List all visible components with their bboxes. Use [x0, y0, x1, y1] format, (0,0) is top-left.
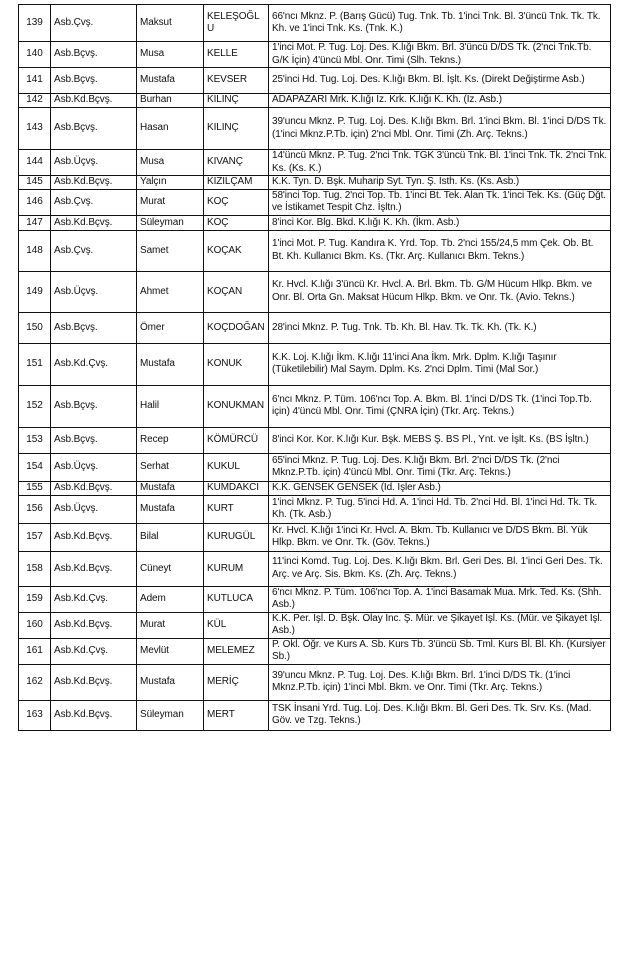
row-number: 151	[19, 343, 51, 385]
rank-cell: Asb.Bçvş.	[51, 42, 137, 68]
last-name-cell: MERT	[204, 700, 269, 730]
last-name-cell: KOÇ	[204, 215, 269, 230]
rank-cell: Asb.Çvş.	[51, 5, 137, 42]
first-name-cell: Burhan	[137, 94, 204, 108]
row-number: 155	[19, 481, 51, 495]
last-name-cell: KOÇAK	[204, 230, 269, 271]
table-row	[19, 150, 611, 176]
rank-cell: Asb.Çvş.	[51, 190, 137, 216]
last-name-cell: KÖMÜRCÜ	[204, 427, 269, 453]
assignment-cell: ADAPAZARI Mrk. K.lığı İz. Krk. K.lığı K. Kh. (İz. Asb.)	[269, 94, 611, 108]
rank-cell: Asb.Kd.Bçvş.	[51, 215, 137, 230]
rank-cell: Asb.Kd.Bçvş.	[51, 700, 137, 730]
first-name-cell: Musa	[137, 150, 204, 176]
row-number: 142	[19, 94, 51, 108]
row-number: 143	[19, 108, 51, 150]
last-name-cell: KILINÇ	[204, 108, 269, 150]
first-name-cell: Mevlüt	[137, 638, 204, 664]
table-row	[19, 5, 611, 42]
assignment-cell: 8'inci Kor. Kor. K.lığı Kur. Bşk. MEBS Ş. BS Pl., Ynt. ve İşlt. Ks. (BS İşltn.)	[269, 427, 611, 453]
row-number: 163	[19, 700, 51, 730]
table-row	[19, 190, 611, 216]
rank-cell: Asb.Bçvş.	[51, 385, 137, 427]
last-name-cell: MERİÇ	[204, 664, 269, 700]
assignment-cell: 1'inci Mot. P. Tug. Loj. Des. K.lığı Bkm. Brl. 3'üncü D/DS Tk. (2'nci Tnk.Tb. G/K İçin) 4'üncü Mbl. Onr. Timi (Slh. Tekns.)	[269, 42, 611, 68]
table-row	[19, 215, 611, 230]
assignment-cell: 8'inci Kor. Blg. Bkd. K.lığı K. Kh. (İkm. Asb.)	[269, 215, 611, 230]
assignment-cell: 1'inci Mknz. P. Tug. 5'inci Hd. A. 1'inci Hd. Tb. 2'nci Hd. Bl. 1'inci Hd. Tk. Tk. Kh. (Tk. Asb.)	[269, 495, 611, 523]
rank-cell: Asb.Üçvş.	[51, 495, 137, 523]
assignment-cell: Kr. Hvcl. K.lığı 1'inci Kr. Hvcl. A. Bkm. Tb. Kullanıcı ve D/DS Bkm. Bl. Yük Hlkp. Bkm. ve Onr. Tk. (Göv. Tekns.)	[269, 523, 611, 551]
first-name-cell: Bilal	[137, 523, 204, 551]
last-name-cell: KELLE	[204, 42, 269, 68]
assignment-cell: 65'inci Mknz. P. Tug. Loj. Des. K.lığı Bkm. Brl. 2'nci D/DS Tk. (2'nci Mknz.P.Tb. için) 4'üncü Mbl. Onr. Timi (Tkr. Arç. Tekns.)	[269, 453, 611, 481]
rank-cell: Asb.Bçvş.	[51, 312, 137, 343]
table-row	[19, 700, 611, 730]
assignment-cell: 6'ncı Mknz. P. Tüm. 106'ncı Top. A. 1'inci Basamak Mua. Mrk. Ted. Ks. (Shh. Asb.)	[269, 586, 611, 612]
table-row	[19, 230, 611, 271]
first-name-cell: Mustafa	[137, 68, 204, 94]
rank-cell: Asb.Bçvş.	[51, 68, 137, 94]
first-name-cell: Mustafa	[137, 343, 204, 385]
table-row	[19, 343, 611, 385]
assignment-cell: 25'inci Hd. Tug. Loj. Des. K.lığı Bkm. Bl. İşlt. Ks. (Direkt Değiştirme Asb.)	[269, 68, 611, 94]
rank-cell: Asb.Üçvş.	[51, 453, 137, 481]
table-row	[19, 481, 611, 495]
row-number: 149	[19, 271, 51, 312]
table-row	[19, 176, 611, 190]
last-name-cell: KIVANÇ	[204, 150, 269, 176]
last-name-cell: KURUGÜL	[204, 523, 269, 551]
row-number: 139	[19, 5, 51, 42]
personnel-table-body	[19, 5, 611, 731]
first-name-cell: Süleyman	[137, 700, 204, 730]
first-name-cell: Recep	[137, 427, 204, 453]
assignment-cell: 6'ncı Mknz. P. Tüm. 106'ncı Top. A. Bkm. Bl. 1'inci D/DS Tk. (1'inci Top.Tb. için) 4'üncü Mbl. Onr. Timi (ÇNRA İçin) (Tkr. Arç. Tekns.)	[269, 385, 611, 427]
row-number: 147	[19, 215, 51, 230]
last-name-cell: KELEŞOĞLU	[204, 5, 269, 42]
first-name-cell: Mustafa	[137, 481, 204, 495]
assignment-cell: 39'uncu Mknz. P. Tug. Loj. Des. K.lığı Bkm. Brl. 1'inci D/DS Tk. (1'inci Mknz.P.Tb. için) 1'inci Mbl. Bkm. ve Onr. Timi (Tkr. Arç. Tekns.)	[269, 664, 611, 700]
rank-cell: Asb.Kd.Bçvş.	[51, 176, 137, 190]
last-name-cell: KUMDAKCI	[204, 481, 269, 495]
first-name-cell: Ömer	[137, 312, 204, 343]
row-number: 158	[19, 551, 51, 586]
row-number: 145	[19, 176, 51, 190]
assignment-cell: Kr. Hvcl. K.lığı 3'üncü Kr. Hvcl. A. Brl. Bkm. Tb. G/M Hücum Hlkp. Bkm. ve Onr. Bl. Orta Gn. Maksat Hücum Hlkp. Bkm. ve Onr. Tk. (Avio. Tekns.)	[269, 271, 611, 312]
rank-cell: Asb.Kd.Bçvş.	[51, 551, 137, 586]
table-row	[19, 108, 611, 150]
first-name-cell: Hasan	[137, 108, 204, 150]
assignment-cell: K.K. Loj. K.lığı İkm. K.lığı 11'inci Ana İkm. Mrk. Dplm. K.lığı Taşınır (Tüketilebilir) Mal Saym. Dplm. Ks. 2'nci Dplm. Timi (Mal Sor.)	[269, 343, 611, 385]
first-name-cell: Murat	[137, 190, 204, 216]
assignment-cell: TSK İnsani Yrd. Tug. Loj. Des. K.lığı Bkm. Bl. Geri Des. Tk. Srv. Ks. (Mad. Göv. ve Tzg. Tekns.)	[269, 700, 611, 730]
row-number: 146	[19, 190, 51, 216]
assignment-cell: K.K. GENSEK GENSEK (İd. İşler Asb.)	[269, 481, 611, 495]
table-row	[19, 664, 611, 700]
table-row	[19, 638, 611, 664]
assignment-cell: 28'inci Mknz. P. Tug. Tnk. Tb. Kh. Bl. Hav. Tk. Tk. Kh. (Tk. K.)	[269, 312, 611, 343]
last-name-cell: KOÇ	[204, 190, 269, 216]
assignment-cell: K.K. Per. İşl. D. Bşk. Olay İnc. Ş. Mür. ve Şikayet İşl. Ks. (Mür. ve Şikayet İşl. Asb.)	[269, 612, 611, 638]
table-row	[19, 427, 611, 453]
table-row	[19, 385, 611, 427]
row-number: 144	[19, 150, 51, 176]
rank-cell: Asb.Çvş.	[51, 230, 137, 271]
assignment-cell: P. Okl. Öğr. ve Kurs A. Sb. Kurs Tb. 3'üncü Sb. Tml. Kurs Bl. Bl. Kh. (Kursiyer Sb.)	[269, 638, 611, 664]
assignment-cell: 66'ncı Mknz. P. (Barış Gücü) Tug. Tnk. Tb. 1'inci Tnk. Bl. 3'üncü Tnk. Tk. Tk. Kh. ve 1'inci Tnk. Ks. (Tnk. K.)	[269, 5, 611, 42]
last-name-cell: KÜL	[204, 612, 269, 638]
last-name-cell: KURUM	[204, 551, 269, 586]
row-number: 157	[19, 523, 51, 551]
first-name-cell: Cüneyt	[137, 551, 204, 586]
last-name-cell: KUKUL	[204, 453, 269, 481]
first-name-cell: Mustafa	[137, 495, 204, 523]
first-name-cell: Ahmet	[137, 271, 204, 312]
last-name-cell: KEVSER	[204, 68, 269, 94]
row-number: 140	[19, 42, 51, 68]
last-name-cell: KONUK	[204, 343, 269, 385]
last-name-cell: KOÇAN	[204, 271, 269, 312]
table-row	[19, 453, 611, 481]
rank-cell: Asb.Kd.Çvş.	[51, 343, 137, 385]
row-number: 150	[19, 312, 51, 343]
last-name-cell: MELEMEZ	[204, 638, 269, 664]
row-number: 160	[19, 612, 51, 638]
rank-cell: Asb.Kd.Bçvş.	[51, 664, 137, 700]
first-name-cell: Mustafa	[137, 664, 204, 700]
table-row	[19, 94, 611, 108]
rank-cell: Asb.Kd.Bçvş.	[51, 612, 137, 638]
last-name-cell: KUTLUCA	[204, 586, 269, 612]
assignment-cell: 39'uncu Mknz. P. Tug. Loj. Des. K.lığı Bkm. Brl. 1'inci Bkm. Bl. 1'inci D/DS Tk. (1'inci Mknz.P.Tb. için) 2'nci Mbl. Onr. Timi (Zh. Arç. Tekns.)	[269, 108, 611, 150]
row-number: 161	[19, 638, 51, 664]
assignment-cell: 11'inci Komd. Tug. Loj. Des. K.lığı Bkm. Brl. Geri Des. Bl. 1'inci Geri Des. Tk. Arç. ve Arç. Sis. Bkm. Ks. (Zh. Arç. Tekns.)	[269, 551, 611, 586]
table-row	[19, 42, 611, 68]
table-row	[19, 523, 611, 551]
last-name-cell: KOÇDOĞAN	[204, 312, 269, 343]
row-number: 141	[19, 68, 51, 94]
rank-cell: Asb.Üçvş.	[51, 271, 137, 312]
assignment-cell: 58'inci Top. Tug. 2'nci Top. Tb. 1'inci Bt. Tek. Alan Tk. 1'inci Tek. Ks. (Güç Dğt. ve İstikamet Tespit Chz. İşltn.)	[269, 190, 611, 216]
rank-cell: Asb.Kd.Bçvş.	[51, 94, 137, 108]
first-name-cell: Süleyman	[137, 215, 204, 230]
assignment-cell: 14'üncü Mknz. P. Tug. 2'nci Tnk. TGK 3'üncü Tnk. Bl. 1'inci Tnk. Tk. 2'nci Tnk. Ks. (Ks. K.)	[269, 150, 611, 176]
first-name-cell: Musa	[137, 42, 204, 68]
row-number: 148	[19, 230, 51, 271]
row-number: 159	[19, 586, 51, 612]
assignment-cell: K.K. Tyn. D. Bşk. Muharip Syt. Tyn. Ş. İsth. Ks. (Ks. Asb.)	[269, 176, 611, 190]
first-name-cell: Maksut	[137, 5, 204, 42]
first-name-cell: Halil	[137, 385, 204, 427]
table-row	[19, 312, 611, 343]
rank-cell: Asb.Kd.Çvş.	[51, 586, 137, 612]
last-name-cell: KONUKMAN	[204, 385, 269, 427]
row-number: 156	[19, 495, 51, 523]
assignment-cell: 1'inci Mot. P. Tug. Kandıra K. Yrd. Top. Tb. 2'nci 155/24,5 mm Çek. Ob. Bt. Bt. Kh. Kullanıcı Bkm. Ks. (Tkr. Arç. Kullanıcı Bkm. Tekns.)	[269, 230, 611, 271]
table-row	[19, 551, 611, 586]
rank-cell: Asb.Kd.Bçvş.	[51, 523, 137, 551]
last-name-cell: KIZILÇAM	[204, 176, 269, 190]
table-row	[19, 68, 611, 94]
row-number: 153	[19, 427, 51, 453]
first-name-cell: Adem	[137, 586, 204, 612]
table-row	[19, 495, 611, 523]
table-row	[19, 612, 611, 638]
first-name-cell: Yalçın	[137, 176, 204, 190]
table-row	[19, 271, 611, 312]
first-name-cell: Murat	[137, 612, 204, 638]
table-row	[19, 586, 611, 612]
rank-cell: Asb.Kd.Çvş.	[51, 638, 137, 664]
row-number: 162	[19, 664, 51, 700]
last-name-cell: KURT	[204, 495, 269, 523]
first-name-cell: Serhat	[137, 453, 204, 481]
personnel-table	[18, 4, 611, 731]
rank-cell: Asb.Bçvş.	[51, 427, 137, 453]
row-number: 152	[19, 385, 51, 427]
last-name-cell: KILINÇ	[204, 94, 269, 108]
row-number: 154	[19, 453, 51, 481]
rank-cell: Asb.Kd.Bçvş.	[51, 481, 137, 495]
rank-cell: Asb.Bçvş.	[51, 108, 137, 150]
rank-cell: Asb.Üçvş.	[51, 150, 137, 176]
first-name-cell: Samet	[137, 230, 204, 271]
